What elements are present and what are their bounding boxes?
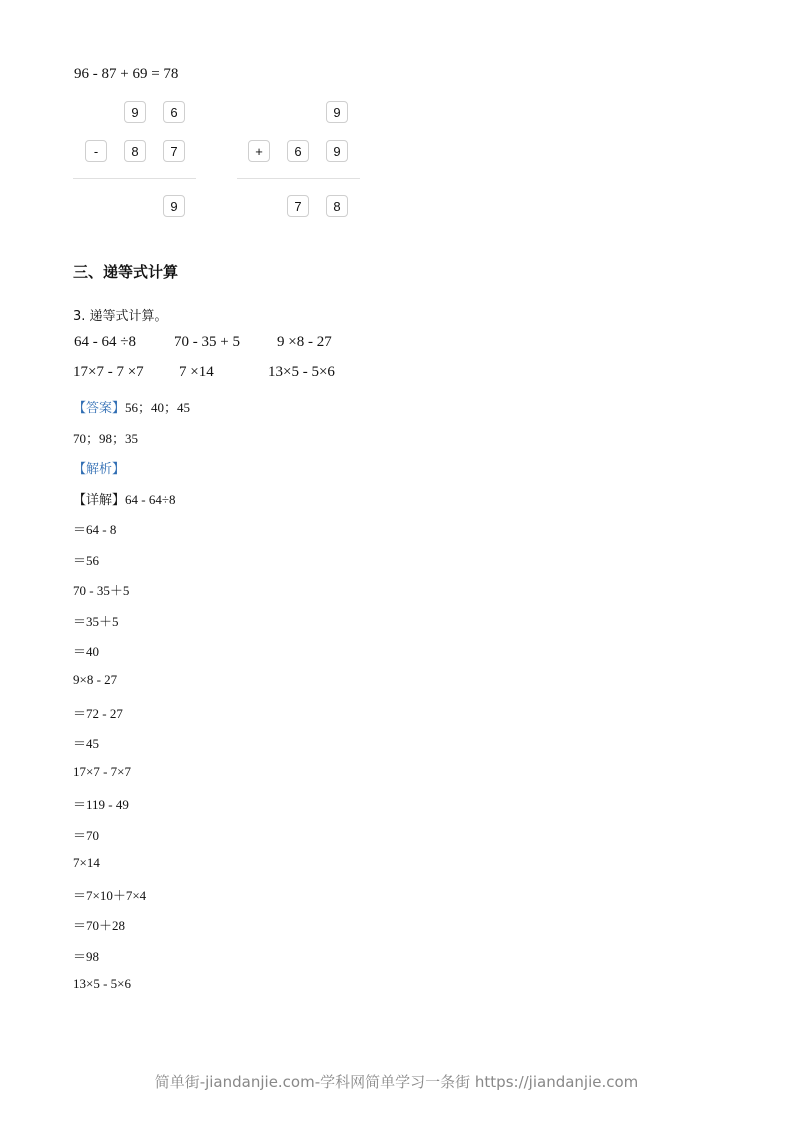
answer-values: 56；40；45 — [125, 400, 191, 415]
solution-step: ＝119 - 49 — [73, 797, 129, 812]
detail-first-line — [73, 489, 175, 508]
digit-box: 8 — [124, 140, 146, 162]
digit-box: 6 — [287, 140, 309, 162]
digit-box: 9 — [124, 101, 146, 123]
sum-line — [237, 178, 360, 179]
solution-step: 7×14 — [73, 855, 100, 870]
digit-box: 9 — [326, 101, 348, 123]
top-equation: 96 - 87 + 69 = 78 — [74, 66, 179, 82]
analysis-label: 【解析】 — [73, 462, 126, 477]
question-text: 3. 递等式计算。 — [73, 309, 168, 324]
solution-step: 17×7 - 7×7 — [73, 764, 131, 779]
solution-step: 9×8 - 27 — [73, 672, 118, 687]
expression: 64 - 64 ÷8 — [74, 334, 136, 350]
solution-step: ＝56 — [73, 553, 100, 568]
solution-step: ＝35＋5 — [73, 614, 119, 629]
solution-step: 70 - 35＋5 — [73, 583, 130, 598]
result-box: 8 — [326, 195, 348, 217]
expression: 13×5 - 5×6 — [268, 364, 335, 380]
expression: 17×7 - 7 ×7 — [73, 364, 144, 380]
digit-box: 6 — [163, 101, 185, 123]
solution-step: ＝70 — [73, 828, 100, 843]
expression: 9 ×8 - 27 — [277, 334, 332, 350]
operator-box: - — [85, 140, 107, 162]
operator-box: + — [248, 140, 270, 162]
answer-label: 【答案】 — [73, 401, 126, 416]
page-footer: 简单街-jiandanjie.com-学科网简单学习一条街 https://jiandanjie.com — [154, 1073, 639, 1091]
detail-label: 【详解】 — [73, 493, 126, 508]
digit-box: 9 — [326, 140, 348, 162]
solution-step: ＝45 — [73, 736, 100, 751]
answer-line — [73, 397, 190, 416]
result-box: 9 — [163, 195, 185, 217]
solution-step: ＝64 - 8 — [73, 522, 117, 537]
answer-line-2: 70；98；35 — [73, 431, 139, 446]
digit-box: 7 — [163, 140, 185, 162]
sum-line — [73, 178, 196, 179]
solution-step: ＝72 - 27 — [73, 706, 123, 721]
section-heading: 三、递等式计算 — [73, 263, 179, 281]
solution-step: ＝40 — [73, 644, 100, 659]
detail-first-step: 64 - 64÷8 — [125, 492, 176, 507]
solution-step: ＝70＋28 — [73, 918, 126, 933]
expression: 7 ×14 — [179, 364, 214, 380]
expression: 70 - 35 + 5 — [174, 334, 240, 350]
result-box: 7 — [287, 195, 309, 217]
solution-step: 13×5 - 5×6 — [73, 976, 131, 991]
solution-step: ＝7×10＋7×4 — [73, 888, 147, 903]
solution-step: ＝98 — [73, 949, 100, 964]
